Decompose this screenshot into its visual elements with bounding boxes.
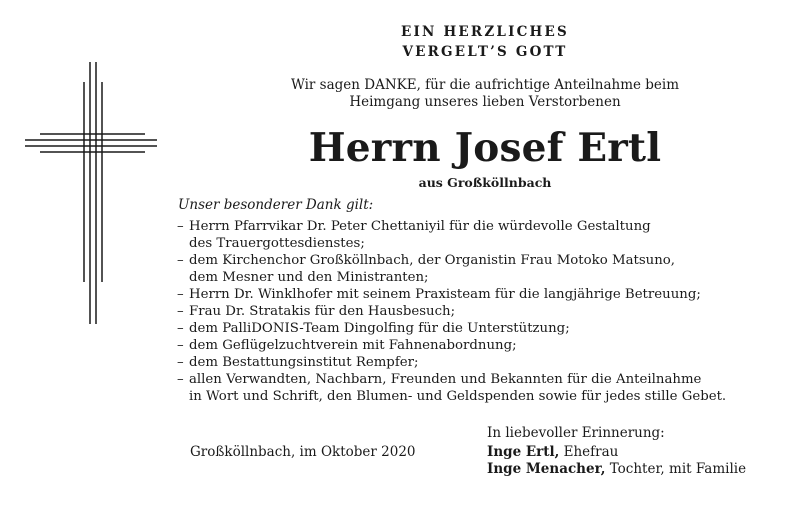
signer-relation: Tochter, mit Familie: [605, 461, 747, 477]
list-item-text: Herrn Pfarrvikar Dr. Peter Chettaniyil für die würdevolle Gestaltung: [189, 219, 651, 234]
place-date: Großköllnbach, im Oktober 2020: [190, 444, 416, 460]
signer: [487, 444, 746, 461]
list-item: [177, 252, 767, 286]
list-item: [177, 337, 767, 354]
cross-icon: [25, 62, 157, 324]
list-item-continuation: in Wort und Schrift, den Blumen- und Geldspenden sowie für jedes stille Gebet.: [189, 389, 727, 404]
signer: [487, 461, 746, 478]
dash-glyph: –: [177, 253, 184, 268]
list-item-text: Herrn Dr. Winklhofer mit seinem Praxisteam für die langjährige Betreuung;: [189, 287, 701, 302]
list-item-text: dem Geflügelzuchtverein mit Fahnenabordnung;: [189, 338, 517, 353]
list-item: [177, 354, 767, 371]
heading: [0, 22, 790, 62]
dash-glyph: –: [177, 304, 184, 319]
list-item: [177, 320, 767, 337]
intro-line-1: Wir sagen DANKE, für die aufrichtige Anteilnahme beim: [290, 77, 680, 93]
list-item-continuation: dem Mesner und den Ministranten;: [189, 270, 429, 285]
deceased-name: Herrn Josef Ertl: [308, 125, 662, 171]
list-item: [177, 286, 767, 303]
list-item: [177, 218, 767, 252]
list-item-text: Frau Dr. Stratakis für den Hausbesuch;: [189, 304, 456, 319]
heading-line-2: VERGELT’S GOTT: [402, 44, 568, 60]
signer-name: Inge Ertl,: [487, 444, 560, 460]
list-item-text: allen Verwandten, Nachbarn, Freunden und Bekannten für die Anteilnahme: [189, 372, 702, 387]
dash-glyph: –: [177, 321, 184, 336]
list-item-text: dem Kirchenchor Großköllnbach, der Organistin Frau Motoko Matsuno,: [189, 253, 676, 268]
dash-glyph: –: [177, 287, 184, 302]
deceased-origin: aus Großköllnbach: [418, 175, 552, 190]
signer-name: Inge Menacher,: [487, 461, 606, 477]
dash-glyph: –: [177, 219, 184, 234]
list-item-text: dem PalliDONIS-Team Dingolfing für die Unterstützung;: [189, 321, 570, 336]
closing-block: [487, 425, 746, 478]
signer-relation: Ehefrau: [559, 444, 619, 460]
dash-glyph: –: [177, 338, 184, 353]
list-item-continuation: des Trauergottesdienstes;: [189, 236, 365, 251]
thanks-heading: Unser besonderer Dank gilt:: [178, 197, 374, 213]
list-item-text: dem Bestattungsinstitut Rempfer;: [189, 355, 419, 370]
intro-line-2: Heimgang unseres lieben Verstorbenen: [349, 94, 621, 110]
closing-line: In liebevoller Erinnerung:: [487, 425, 665, 441]
intro-text: [215, 77, 755, 111]
dash-glyph: –: [177, 372, 184, 387]
thanks-list: [177, 218, 767, 405]
dash-glyph: –: [177, 355, 184, 370]
list-item: [177, 303, 767, 320]
heading-line-1: EIN HERZLICHES: [401, 24, 569, 40]
list-item: [177, 371, 767, 405]
